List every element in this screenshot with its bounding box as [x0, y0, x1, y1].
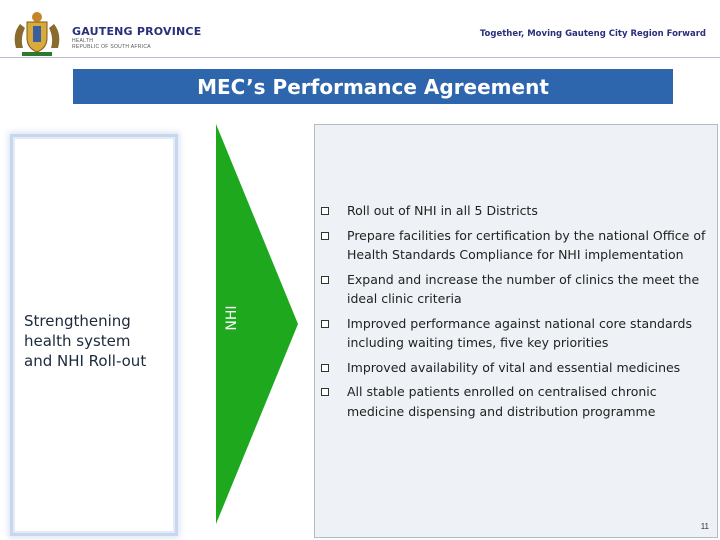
- coat-of-arms-icon: [8, 8, 66, 58]
- bullet-square-icon: [321, 388, 329, 396]
- objective-text: Roll out of NHI in all 5 Districts: [347, 203, 538, 218]
- brand-block: [72, 26, 201, 50]
- arrow-label: NHI: [224, 305, 240, 331]
- bullet-square-icon: [321, 232, 329, 240]
- focus-area-line-2: health system: [24, 332, 131, 350]
- focus-area-line-1: Strengthening: [24, 312, 131, 330]
- brand-subline-1: HEALTH: [72, 38, 94, 44]
- objective-item: [315, 382, 717, 421]
- objective-text: Prepare facilities for certification by the national Office of Health Standards Compliance for NHI implementation: [347, 227, 706, 262]
- slide-title: MEC’s Performance Agreement: [73, 69, 673, 104]
- brand-subline-2: REPUBLIC OF SOUTH AFRICA: [72, 44, 151, 50]
- header-divider: [0, 57, 720, 58]
- focus-area-line-3: and NHI Roll-out: [24, 352, 147, 370]
- bullet-square-icon: [321, 364, 329, 372]
- focus-area-text: [13, 311, 146, 371]
- objective-text: Improved performance against national core standards including waiting times, five key priorities: [347, 315, 693, 350]
- objective-item: [315, 226, 717, 265]
- bullet-square-icon: [321, 207, 329, 215]
- bullet-square-icon: [321, 320, 329, 328]
- page-number: 11: [700, 522, 709, 531]
- objective-item: [315, 314, 717, 353]
- objective-item: [315, 270, 717, 309]
- objectives-list: [315, 201, 717, 426]
- focus-area-box: [10, 134, 178, 536]
- objective-text: All stable patients enrolled on centralised chronic medicine dispensing and distribution programme: [347, 384, 657, 419]
- objective-item: [315, 201, 717, 221]
- objectives-panel: [314, 124, 718, 538]
- objective-item: [315, 358, 717, 378]
- objective-text: Expand and increase the number of clinics the meet the ideal clinic criteria: [347, 271, 700, 306]
- tagline: Together, Moving Gauteng City Region Forward: [479, 29, 706, 39]
- objective-text: Improved availability of vital and essential medicines: [347, 359, 681, 375]
- bullet-square-icon: [321, 276, 329, 284]
- brand-name: GAUTENG PROVINCE: [72, 25, 202, 38]
